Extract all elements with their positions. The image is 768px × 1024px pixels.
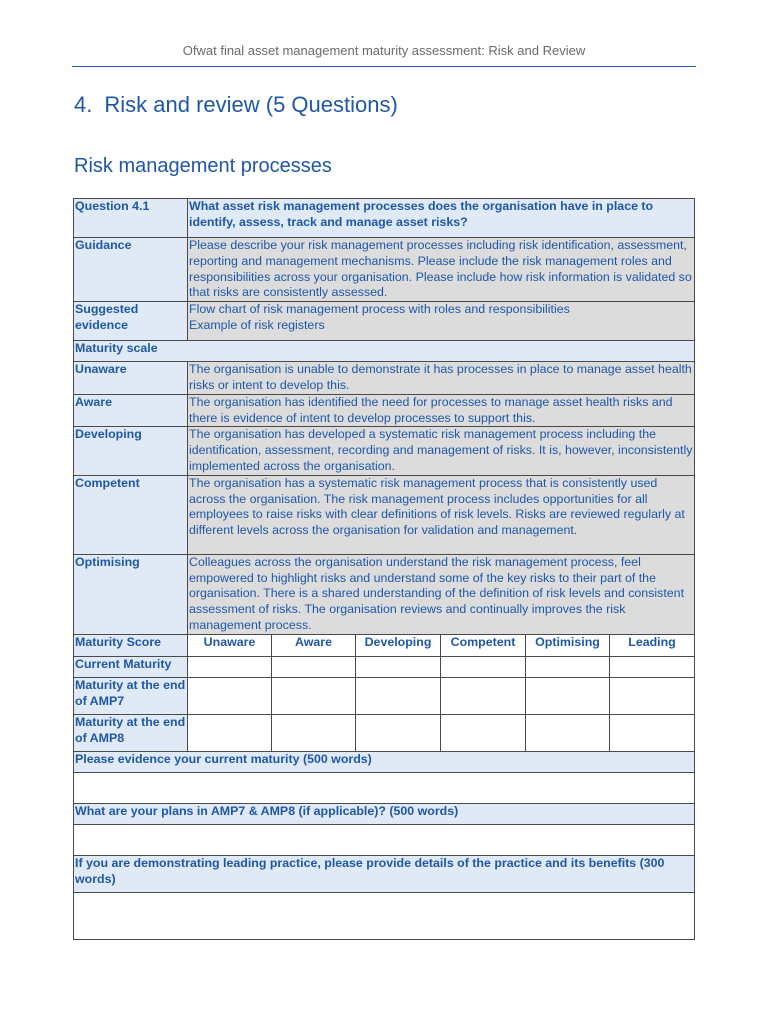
- score-column-header: Optimising: [526, 634, 610, 656]
- section-title: Risk and review (5 Questions): [104, 92, 398, 117]
- level-text: The organisation has a systematic risk management process that is consistently used across the organisation. The risk management process includes opportunities for all employees to raise risks with clear definitions of risk levels. Risks are reviewed regularly at different levels across the organisation for validation and management.: [188, 475, 695, 554]
- level-row-optimising: [74, 554, 695, 634]
- score-cell[interactable]: [526, 656, 610, 677]
- level-label: Developing: [74, 427, 188, 475]
- score-cell[interactable]: [272, 677, 356, 714]
- score-column-header: Unaware: [188, 634, 272, 656]
- level-label: Optimising: [74, 554, 188, 634]
- question-table: [73, 198, 695, 940]
- score-row-label: Maturity at the end of AMP7: [74, 677, 188, 714]
- level-text: The organisation has identified the need for processes to manage asset health risks and there is evidence of intent to develop processes to support this.: [188, 394, 695, 427]
- score-cell[interactable]: [188, 677, 272, 714]
- section-number: 4.: [74, 92, 93, 117]
- score-header-label: Maturity Score: [74, 634, 188, 656]
- evidence-line-1: Flow chart of risk management process with roles and responsibilities: [189, 302, 570, 317]
- question-text: What asset risk management processes does the organisation have in place to identify, assess, track and manage asset risks?: [188, 199, 695, 238]
- guidance-text: Please describe your risk management processes including risk identification, assessment, reporting and management mechanisms. Please include the risk management roles and responsibilities across your organisation. Please include how risk information is validated so that risks are consistently assessed.: [188, 238, 695, 302]
- evidence-text: [188, 302, 695, 341]
- answer-row: [74, 772, 695, 803]
- guidance-label: Guidance: [74, 238, 188, 302]
- prompt-label: Please evidence your current maturity (500 words): [74, 751, 695, 772]
- prompt-row-leading-practice: [74, 855, 695, 892]
- score-cell[interactable]: [356, 677, 441, 714]
- level-row-aware: [74, 394, 695, 427]
- prompt-label: What are your plans in AMP7 & AMP8 (if applicable)? (500 words): [74, 803, 695, 824]
- level-row-developing: [74, 427, 695, 475]
- score-cell[interactable]: [188, 714, 272, 751]
- evidence-row: [74, 302, 695, 341]
- guidance-row: [74, 238, 695, 302]
- answer-field-leading-practice[interactable]: [74, 892, 695, 939]
- answer-field-plans[interactable]: [74, 824, 695, 855]
- header-rule: [72, 66, 696, 67]
- score-cell[interactable]: [441, 656, 526, 677]
- maturity-scale-label: Maturity scale: [74, 341, 695, 362]
- subsection-title: Risk management processes: [74, 155, 332, 177]
- section-heading: [74, 92, 398, 118]
- level-text: The organisation is unable to demonstrate it has processes in place to manage asset health risks or intent to develop this.: [188, 362, 695, 395]
- prompt-row-plans: [74, 803, 695, 824]
- score-header-row: [74, 634, 695, 656]
- score-cell[interactable]: [526, 714, 610, 751]
- question-row: [74, 199, 695, 238]
- score-cell[interactable]: [441, 714, 526, 751]
- score-column-header: Competent: [441, 634, 526, 656]
- score-row-amp7: [74, 677, 695, 714]
- score-column-header: Aware: [272, 634, 356, 656]
- score-column-header: Developing: [356, 634, 441, 656]
- score-cell[interactable]: [610, 656, 695, 677]
- score-cell[interactable]: [272, 714, 356, 751]
- evidence-label: Suggested evidence: [74, 302, 188, 341]
- answer-field-current-evidence[interactable]: [74, 772, 695, 803]
- question-label: Question 4.1: [74, 199, 188, 238]
- level-label: Competent: [74, 475, 188, 554]
- score-column-header: Leading: [610, 634, 695, 656]
- level-text: The organisation has developed a systematic risk management process including the identification, assessment, recording and management of risks. It is, however, inconsistently implemented across the organisation.: [188, 427, 695, 475]
- score-cell[interactable]: [188, 656, 272, 677]
- running-header: Ofwat final asset management maturity assessment: Risk and Review: [182, 43, 586, 58]
- score-cell[interactable]: [526, 677, 610, 714]
- level-label: Unaware: [74, 362, 188, 395]
- score-row-label: Maturity at the end of AMP8: [74, 714, 188, 751]
- score-cell[interactable]: [356, 714, 441, 751]
- score-row-current: [74, 656, 695, 677]
- prompt-label: If you are demonstrating leading practice, please provide details of the practice and its benefits (300 words): [74, 855, 695, 892]
- answer-row: [74, 824, 695, 855]
- level-label: Aware: [74, 394, 188, 427]
- score-cell[interactable]: [272, 656, 356, 677]
- score-row-label: Current Maturity: [74, 656, 188, 677]
- score-cell[interactable]: [610, 677, 695, 714]
- level-row-unaware: [74, 362, 695, 395]
- prompt-row-current-evidence: [74, 751, 695, 772]
- answer-row: [74, 892, 695, 939]
- level-text: Colleagues across the organisation understand the risk management process, feel empowered to highlight risks and understand some of the key risks to their part of the organisation. There is a shared understanding of the definition of risk levels and consistent assessment of risks. The organisation reviews and continually improves the risk management process.: [188, 554, 695, 634]
- score-cell[interactable]: [441, 677, 526, 714]
- score-row-amp8: [74, 714, 695, 751]
- score-cell[interactable]: [356, 656, 441, 677]
- score-cell[interactable]: [610, 714, 695, 751]
- maturity-scale-row: [74, 341, 695, 362]
- evidence-line-2: Example of risk registers: [189, 317, 325, 332]
- level-row-competent: [74, 475, 695, 554]
